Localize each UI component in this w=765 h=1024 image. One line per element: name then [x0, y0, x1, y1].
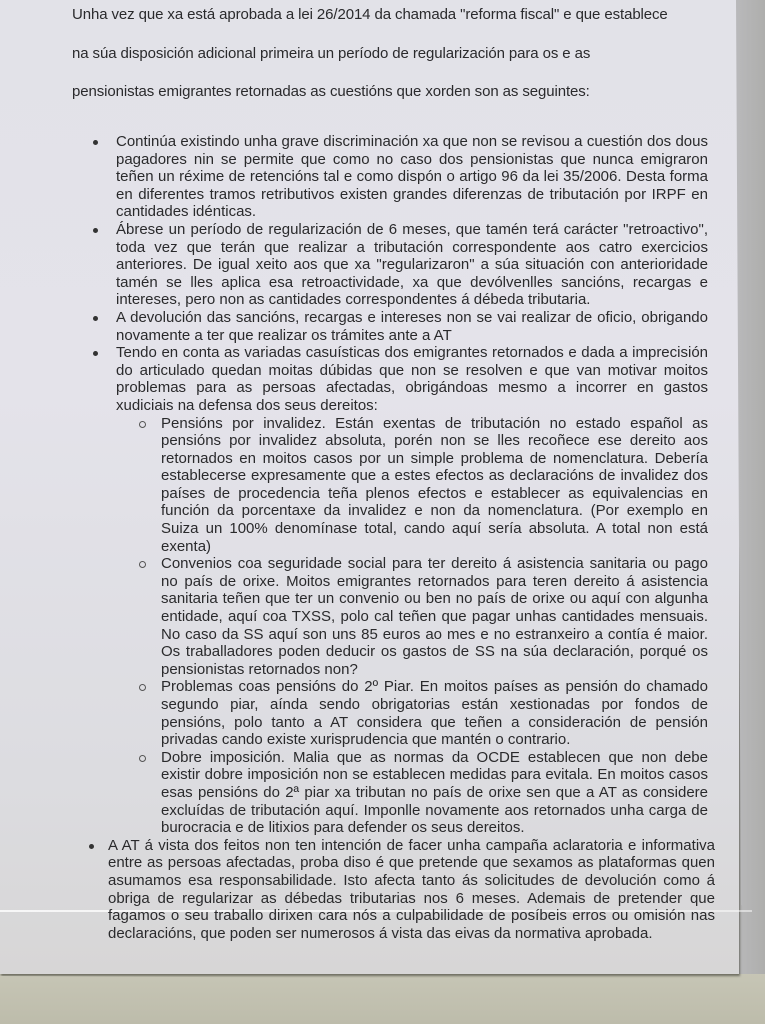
bullet-icon	[89, 844, 94, 849]
sub-list-item-text: Convenios coa seguridade social para ter dereito á asistencia sanitaria ou pago no país de orixe. Moitos emigrantes retornados para teren dereito á asistencia sanitaria teñen que ter un convenio ou ben no país de orixe ou aquí con algunha entidade, aquí coa TXSS, polo cal teñen que pagar unhas cantidades mensuais. No caso da SS aquí son uns 85 euros ao mes e no estranxeiro a contía é maior. Os traballadores poden deducir os gastos de SS na súa declaración, porqué os pensionistas retornados non?	[161, 555, 708, 678]
sub-list-item	[0, 678, 740, 748]
list-item-text: A devolución das sancións, recargas e intereses non se vai realizar de oficio, obrigando novamente a ter que realizar os trámites ante a AT	[116, 308, 708, 344]
bullet-list	[0, 133, 740, 942]
table-surface	[0, 974, 765, 1024]
list-item-text: Ábrese un período de regularización de 6 meses, que tamén terá carácter "retroactivo", toda vez que terán que realizar a tributación correspondente aos catro exercicios anteriores. De igual xeito aos que xa "regularizaron" a súa situación con anterioridade tamén se lles aplica esa retroactividade, xa que devólvenlles sancións, recargas e intereses, pero non as cantidades correspondentes á débeda tributaria.	[116, 220, 708, 309]
background-surface	[736, 0, 765, 980]
list-item	[0, 221, 740, 309]
circle-bullet-icon	[139, 684, 146, 691]
sub-list-item-text: Problemas coas pensións do 2º Piar. En moitos países as pensión do chamado segundo piar, aínda sendo obrigatorias están xestionadas por fondos de pensións, polo tanto a AT considera que teñen a consideración de pensión privadas cando existe xurisprudencia que mantén o contrario.	[161, 678, 708, 749]
bullet-icon	[93, 228, 98, 233]
list-item-text: Continúa existindo unha grave discriminación xa que non se revisou a cuestión dos dous pagadores nin se permite que como no caso dos pensionistas que nunca emigraron teñen un réxime de retencións tal e como dispón o artigo 96 da lei 35/2006. Desta forma en diferentes tramos retributivos existen grandes diferenzas de tributación por IRPF en cantidades idénticas.	[116, 133, 708, 221]
sub-list-item	[0, 415, 740, 556]
sub-list-item-text: Dobre imposición. Malia que as normas da OCDE establecen que non debe existir dobre imposición non se establecen medidas para evitala. En moitos casos esas pensións do 2ª piar xa tributan no país de orixe sen que a AT as considere excluídas de tributación aquí. Imponlle novamente aos retornados unha carga de burocracia e de litixios para defender os seus dereitos.	[161, 748, 708, 837]
bullet-icon	[93, 351, 98, 356]
intro-line: na súa disposición adicional primeira un período de regularización para os e as	[72, 45, 591, 62]
list-item	[0, 344, 740, 414]
intro-line: Unha vez que xa está aprobada a lei 26/2014 da chamada "reforma fiscal" e que establece	[72, 6, 668, 23]
list-item	[0, 133, 740, 221]
list-item	[0, 837, 740, 943]
list-item	[0, 309, 740, 344]
sub-list-item-text: Pensións por invalidez. Están exentas de tributación no estado español as pensións por invalidez absoluta, porén non se lles recoñece ese dereito aos retornados en moitos casos por un simple problema de nomenclatura. Debería establecerse expresamente que a estes efectos as declaracións de invalidez dos países de procedencia teña plenos efectos e establecer as equivalencias en función da porcentaxe da invalidez e non da nomenclatura. (Por exemplo en Suiza un 100% denomínase total, cando aquí sería absoluta. A total non está exenta)	[161, 414, 708, 555]
circle-bullet-icon	[139, 755, 146, 762]
list-item-text: Tendo en conta as variadas casuísticas dos emigrantes retornados e dada a imprecisión do articulado quedan moitas dúbidas que non se resolven e que van motivar moitos problemas para as persoas afectadas, obrigándoas mesmo a incorrer en gastos xudiciais na defensa dos seus dereitos:	[116, 344, 708, 414]
sub-list-item	[0, 749, 740, 837]
bullet-icon	[93, 316, 98, 321]
circle-bullet-icon	[139, 421, 146, 428]
list-item-text: A AT á vista dos feitos non ten intención de facer unha campaña aclaratoria e informativa entre as persoas afectadas, proba diso é que pretende que sexamos as plataformas quen asumamos esa responsabilidade. Isto afecta tanto ás solicitudes de devolución como á obriga de regularizar as débedas tributarias nos 6 meses. Ademais de pretender que fagamos o seu traballo dirixen cara nós a culpabilidade de posíbeis erros ou omisión nas declaracións, que poden ser numerosos á vista das eivas da normativa aprobada.	[108, 836, 715, 942]
intro-line: pensionistas emigrantes retornadas as cuestións que xorden son as seguintes:	[72, 83, 590, 100]
sub-list-item	[0, 555, 740, 678]
circle-bullet-icon	[139, 561, 146, 568]
bullet-icon	[93, 140, 98, 145]
